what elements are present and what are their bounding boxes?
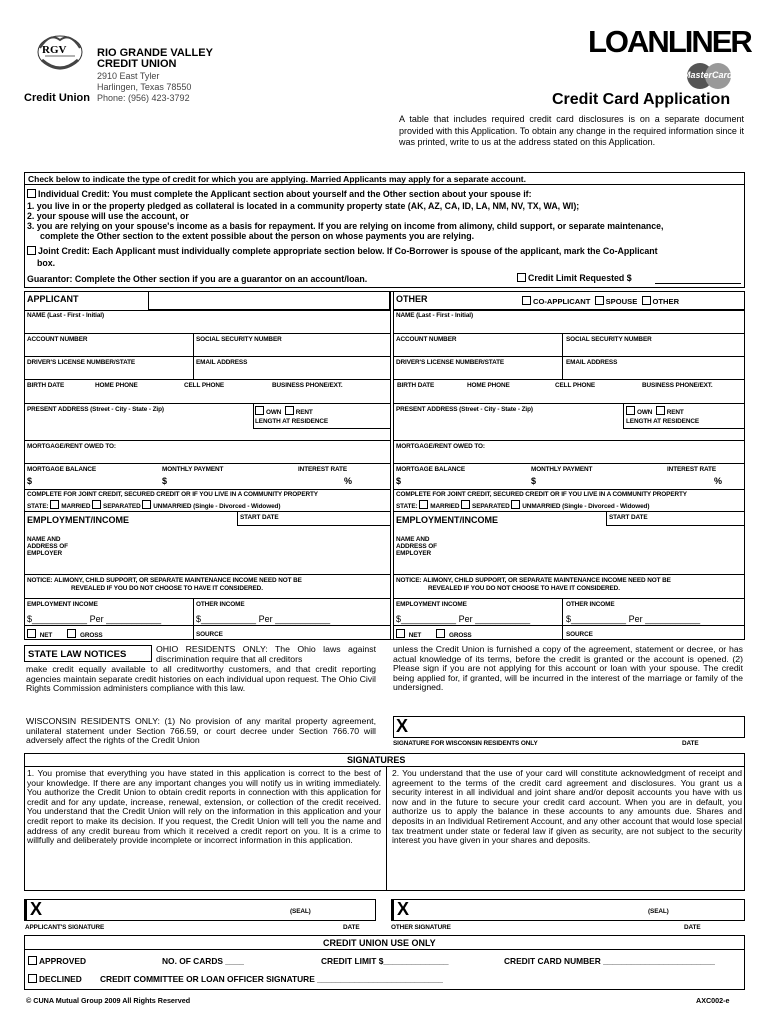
other-birth-label: BIRTH DATE	[397, 382, 435, 389]
applicant-header-field[interactable]	[148, 291, 390, 310]
applicant-rent-checkbox[interactable]	[285, 406, 294, 415]
applicant-title: APPLICANT	[27, 294, 79, 304]
other-other-income-per[interactable]: $___________ Per ___________	[566, 614, 701, 624]
cu-name-line2: CREDIT UNION	[97, 58, 177, 70]
other-business-label: BUSINESS PHONE/EXT.	[642, 382, 713, 389]
grid-rule	[24, 574, 390, 575]
applicant-dl-label: DRIVER'S LICENSE NUMBER/STATE	[27, 359, 136, 366]
joint-credit-box-text: box.	[37, 258, 56, 268]
logo-text: Credit Union	[24, 92, 90, 104]
grid-rule	[393, 403, 745, 404]
applicant-signature-date: DATE	[343, 924, 360, 931]
joint-credit-row: Joint Credit: Each Applicant must individually complete appropriate section below. If Co-Borrower is spouse of the applicant, mark the Co-Applicant	[27, 246, 658, 256]
applicant-own-checkbox[interactable]	[255, 406, 264, 415]
wisconsin-signature-label: SIGNATURE FOR WISCONSIN RESIDENTS ONLY	[393, 740, 538, 747]
applicant-employer-label-3: EMPLOYER	[27, 550, 63, 557]
wisconsin-notice: WISCONSIN RESIDENTS ONLY: (1) No provision of any marital property agreement, unilateral statement under Section 766.59, or court decree under Section 766.70 will adversely affect the rights of the Credit Union	[26, 716, 376, 746]
grid-rule	[24, 625, 390, 626]
applicant-unmarried-checkbox[interactable]	[142, 500, 151, 509]
applicant-net-checkbox[interactable]	[27, 629, 36, 638]
applicant-name-label: NAME (Last - First - Initial)	[27, 312, 104, 319]
other-signature-field[interactable]	[391, 899, 745, 921]
signatures-left-text: 1. You promise that everything you have stated in this application is correct to the best of your knowledge. If there are any important changes you will notify us in writing immediately. You authorize the Credit Union to obtain credit reports in connection with this application for credit and for any update, increase, renewal, extension, or collection of the credit received. You understand that the Credit Union will rely on the information in this application and your credit report to make its decision. If you request, the Credit Union will tell you the name and address of any credit bureau from which it received a credit report on you. It is a crime to willfully and deliberately provide incomplete or incorrect information in this application.	[27, 768, 381, 846]
mastercard-text: MasterCard	[683, 70, 733, 80]
other-email-label: EMAIL ADDRESS	[566, 359, 618, 366]
applicant-employment-title: EMPLOYMENT/INCOME	[27, 515, 130, 525]
other-notice-1: NOTICE: ALIMONY, CHILD SUPPORT, OR SEPARATE MAINTENANCE INCOME NEED NOT BE	[396, 577, 671, 584]
guarantor-text: Guarantor: Complete the Other section if you are a guarantor on an account/loan.	[27, 274, 368, 284]
grid-rule	[253, 428, 390, 429]
grid-rule	[24, 403, 390, 404]
spouse-checkbox[interactable]	[595, 296, 604, 305]
grid-rule	[393, 463, 745, 464]
individual-credit-checkbox[interactable]	[27, 189, 36, 198]
applicant-monthly-dollar: $	[162, 476, 168, 486]
other-employment-title: EMPLOYMENT/INCOME	[396, 515, 499, 525]
other-notice-2: REVEALED IF YOU DO NOT CHOOSE TO HAVE IT CONSIDERED.	[428, 585, 620, 592]
other-monthly-label: MONTHLY PAYMENT	[531, 466, 593, 473]
applicant-gross-checkbox[interactable]	[67, 629, 76, 638]
individual-credit-row: Individual Credit: You must complete the Applicant section about yourself and the Other section about your spouse if:	[27, 189, 532, 199]
form-code: AXC002-e	[696, 996, 730, 1005]
other-start-date-label: START DATE	[609, 514, 648, 521]
applicant-other-income-per[interactable]: $___________ Per ___________	[196, 614, 331, 624]
applicant-monthly-label: MONTHLY PAYMENT	[162, 466, 224, 473]
other-mortgage-owed-label: MORTGAGE/RENT OWED TO:	[396, 443, 485, 450]
ohio-notice-b: make credit equally available to all creditworthy customers, and that credit reporting agencies maintain separate credit histories on each individual upon request. The Ohio Civil Rights Commission administers compliance with this law.	[26, 664, 376, 694]
other-ssn-label: SOCIAL SECURITY NUMBER	[566, 336, 652, 343]
grid-rule	[606, 525, 745, 526]
other-length-label: LENGTH AT RESIDENCE	[626, 418, 700, 425]
grid-rule	[24, 489, 390, 490]
grid-rule	[393, 574, 745, 575]
applicant-address-label: PRESENT ADDRESS (Street - City - State - Zip)	[27, 406, 164, 413]
declined-checkbox[interactable]	[28, 974, 37, 983]
credit-limit-field[interactable]	[655, 283, 741, 284]
cu-address-line2: Harlingen, Texas 78550	[97, 82, 192, 92]
grid-rule	[24, 356, 390, 357]
other-type-options: CO-APPLICANT SPOUSE OTHER	[522, 296, 679, 306]
other-signature-date: DATE	[684, 924, 701, 931]
applicant-marital-status: STATE: MARRIED SEPARATED UNMARRIED (Single - Divorced - Widowed)	[27, 500, 280, 510]
other-cell-label: CELL PHONE	[555, 382, 596, 389]
cu-phone: Phone: (956) 423-3792	[97, 93, 190, 103]
copyright: © CUNA Mutual Group 2009 All Rights Reserved	[26, 996, 191, 1005]
grid-rule	[24, 598, 390, 599]
other-marital-status: STATE: MARRIED SEPARATED UNMARRIED (Single - Divorced - Widowed)	[396, 500, 649, 510]
grid-rule	[24, 333, 390, 334]
applicant-complete-label: COMPLETE FOR JOINT CREDIT, SECURED CREDIT OR IF YOU LIVE IN A COMMUNITY PROPERTY	[27, 491, 318, 498]
committee-signature-field[interactable]: CREDIT COMMITTEE OR LOAN OFFICER SIGNATURE ___________________________	[100, 974, 443, 984]
other-rate-pct: %	[714, 476, 723, 486]
grid-rule	[623, 403, 624, 428]
approved-checkbox[interactable]	[28, 956, 37, 965]
applicant-emp-income-label: EMPLOYMENT INCOME	[27, 601, 98, 608]
grid-rule	[24, 440, 390, 441]
other-title: OTHER	[396, 294, 428, 304]
applicant-source-label: SOURCE	[196, 631, 223, 638]
grid-rule	[393, 379, 745, 380]
approved-row: APPROVED	[28, 956, 86, 966]
wisconsin-date-label: DATE	[682, 740, 699, 747]
community-item-1: 1. you live in or the property pledged as collateral is located in a community property state (AK, AZ, CA, ID, LA, NM, NV, TX, WA, WI);	[27, 201, 580, 211]
grid-rule	[24, 463, 390, 464]
cu-address-line1: 2910 East Tyler	[97, 71, 160, 81]
applicant-mortgage-balance-label: MORTGAGE BALANCE	[27, 466, 97, 473]
other-signature-label: OTHER SIGNATURE	[391, 924, 451, 931]
signatures-right-text: 2. You understand that the use of your card will constitute acknowledgment of receipt and agreement to the terms of the credit card agreement and disclosures. You grant us a security interest in all individual and joint share and/or deposit accounts you have with us now and in the future to secure your credit card account. When you are in default, you authorize us to apply the balance in these accounts to any amounts due. Shares and deposits in an Individual Retirement Account, and any other account that would lose special tax treatment under state or federal law if given as security, are not subject to the security interest you have given in your shares and deposits.	[392, 768, 742, 846]
other-net-gross: NET GROSS	[396, 629, 472, 639]
grid-rule	[623, 428, 745, 429]
other-home-phone-label: HOME PHONE	[467, 382, 510, 389]
applicant-account-label: ACCOUNT NUMBER	[27, 336, 88, 343]
other-address-label: PRESENT ADDRESS (Street - City - State - Zip)	[396, 406, 533, 413]
other-signature-x: X	[397, 899, 410, 919]
applicant-other-income-label: OTHER INCOME	[196, 601, 245, 608]
applicant-notice-2: REVEALED IF YOU DO NOT CHOOSE TO HAVE IT CONSIDERED.	[71, 585, 263, 592]
other-employer-label-1: NAME AND	[396, 536, 430, 543]
other-monthly-dollar: $	[531, 476, 537, 486]
grid-rule	[393, 511, 745, 512]
grid-rule	[193, 333, 194, 379]
community-item-3b: complete the Other section to the extent possible about the person on whose payments you are relying.	[40, 231, 475, 241]
other-complete-label: COMPLETE FOR JOINT CREDIT, SECURED CREDIT OR IF YOU LIVE IN A COMMUNITY PROPERTY	[396, 491, 687, 498]
other-interest-label: INTEREST RATE	[667, 466, 716, 473]
applicant-start-date-label: START DATE	[240, 514, 279, 521]
grid-rule	[393, 356, 745, 357]
applicant-birth-label: BIRTH DATE	[27, 382, 65, 389]
other-employer-label-2: ADDRESS OF	[396, 543, 437, 550]
applicant-seal: (SEAL)	[290, 908, 311, 915]
grid-rule	[606, 511, 607, 525]
grid-rule	[253, 403, 254, 428]
community-item-2: 2. your spouse will use the account, or	[27, 211, 189, 221]
other-gross-checkbox[interactable]	[436, 629, 445, 638]
other-dl-label: DRIVER'S LICENSE NUMBER/STATE	[396, 359, 505, 366]
applicant-business-label: BUSINESS PHONE/EXT.	[272, 382, 343, 389]
card-number-field[interactable]: CREDIT CARD NUMBER ________________________	[504, 956, 715, 966]
other-employer-label-3: EMPLOYER	[396, 550, 432, 557]
applicant-notice-1: NOTICE: ALIMONY, CHILD SUPPORT, OR SEPARATE MAINTENANCE INCOME NEED NOT BE	[27, 577, 302, 584]
other-own-rent: OWN RENT	[626, 406, 684, 416]
applicant-interest-label: INTEREST RATE	[298, 466, 347, 473]
grid-rule	[237, 525, 390, 526]
num-cards-field[interactable]: NO. OF CARDS ____	[162, 956, 244, 966]
other-married-checkbox[interactable]	[419, 500, 428, 509]
credit-limit-cu-field[interactable]: CREDIT LIMIT $______________	[321, 956, 449, 966]
other-checkbox[interactable]	[642, 296, 651, 305]
other-name-label: NAME (Last - First - Initial)	[396, 312, 473, 319]
applicant-own-rent: OWN RENT	[255, 406, 313, 416]
applicant-ssn-label: SOCIAL SECURITY NUMBER	[196, 336, 282, 343]
applicant-net-gross: NET GROSS	[27, 629, 103, 639]
cu-name-line1: RIO GRANDE VALLEY	[97, 47, 213, 59]
wisconsin-signature-x: X	[396, 716, 409, 736]
applicant-signature-field[interactable]	[24, 899, 376, 921]
other-mortgage-balance-label: MORTGAGE BALANCE	[396, 466, 466, 473]
ohio-notice-a: OHIO RESIDENTS ONLY: The Ohio laws against discrimination require that all creditors	[156, 644, 376, 664]
applicant-emp-income-per[interactable]: $___________ Per ___________	[27, 614, 162, 624]
declined-row: DECLINED	[28, 974, 82, 984]
grid-rule	[193, 598, 194, 640]
other-separated-checkbox[interactable]	[461, 500, 470, 509]
intro-text: A table that includes required credit card disclosures is on a separate document provided with this Application. To obtain any change in the required information since it was printed, write to us at the address stated on this Application.	[399, 114, 744, 147]
grid-rule	[237, 511, 238, 525]
applicant-email-label: EMAIL ADDRESS	[196, 359, 248, 366]
wisconsin-signature-field[interactable]	[393, 716, 745, 738]
joint-credit-checkbox[interactable]	[27, 246, 36, 255]
other-emp-income-per[interactable]: $___________ Per ___________	[396, 614, 531, 624]
other-own-checkbox[interactable]	[626, 406, 635, 415]
applicant-employer-label-2: ADDRESS OF	[27, 543, 68, 550]
grid-rule	[393, 333, 745, 334]
other-seal: (SEAL)	[648, 908, 669, 915]
applicant-home-phone-label: HOME PHONE	[95, 382, 138, 389]
cu-use-only-title: CREDIT UNION USE ONLY	[323, 938, 436, 948]
grid-rule	[393, 489, 745, 490]
credit-limit-row: Credit Limit Requested $	[517, 273, 632, 283]
other-emp-income-label: EMPLOYMENT INCOME	[396, 601, 467, 608]
credit-limit-checkbox[interactable]	[517, 273, 526, 282]
grid-rule	[562, 598, 563, 640]
applicant-length-label: LENGTH AT RESIDENCE	[255, 418, 329, 425]
grid-rule	[393, 625, 745, 626]
other-net-checkbox[interactable]	[396, 629, 405, 638]
applicant-cell-label: CELL PHONE	[184, 382, 225, 389]
state-law-right-column: unless the Credit Union is furnished a copy of the agreement, statement or decree, or has actual knowledge of its terms, before the credit is granted or the account is opened. (2) Please sign if you are not applying for this account or loan with your spouse. The credit being applied for, if granted, will be incurred in the interest of the marriage or family of the undersigned.	[393, 644, 743, 693]
other-unmarried-checkbox[interactable]	[511, 500, 520, 509]
applicant-married-checkbox[interactable]	[50, 500, 59, 509]
logo-emblem-icon	[30, 30, 90, 100]
other-source-label: SOURCE	[566, 631, 593, 638]
other-rent-checkbox[interactable]	[656, 406, 665, 415]
co-applicant-checkbox[interactable]	[522, 296, 531, 305]
applicant-signature-x: X	[30, 899, 43, 919]
grid-rule	[393, 440, 745, 441]
loanliner-logo: LOANLINER	[588, 24, 751, 59]
applicant-signature-label: APPLICANT'S SIGNATURE	[25, 924, 105, 931]
logo-abbr: RGV	[42, 44, 67, 56]
other-other-income-label: OTHER INCOME	[566, 601, 615, 608]
other-balance-dollar: $	[396, 476, 402, 486]
state-law-title: STATE LAW NOTICES	[28, 649, 127, 660]
credit-type-heading: Check below to indicate the type of credit for which you are applying. Married Applicants may apply for a separate account.	[28, 174, 526, 184]
grid-rule	[24, 379, 390, 380]
applicant-rate-pct: %	[344, 476, 353, 486]
credit-union-logo	[30, 30, 90, 100]
applicant-employer-label-1: NAME AND	[27, 536, 61, 543]
grid-rule	[562, 333, 563, 379]
grid-rule	[24, 511, 390, 512]
signatures-title: SIGNATURES	[347, 755, 406, 765]
applicant-balance-dollar: $	[27, 476, 33, 486]
form-title: Credit Card Application	[552, 91, 731, 108]
applicant-separated-checkbox[interactable]	[92, 500, 101, 509]
other-account-label: ACCOUNT NUMBER	[396, 336, 457, 343]
applicant-mortgage-owed-label: MORTGAGE/RENT OWED TO:	[27, 443, 116, 450]
community-item-3: 3. you are relying on your spouse's income as a basis for repayment. If you are relying on income from alimony, child support, or separate maintenance,	[27, 221, 664, 231]
grid-rule	[393, 598, 745, 599]
